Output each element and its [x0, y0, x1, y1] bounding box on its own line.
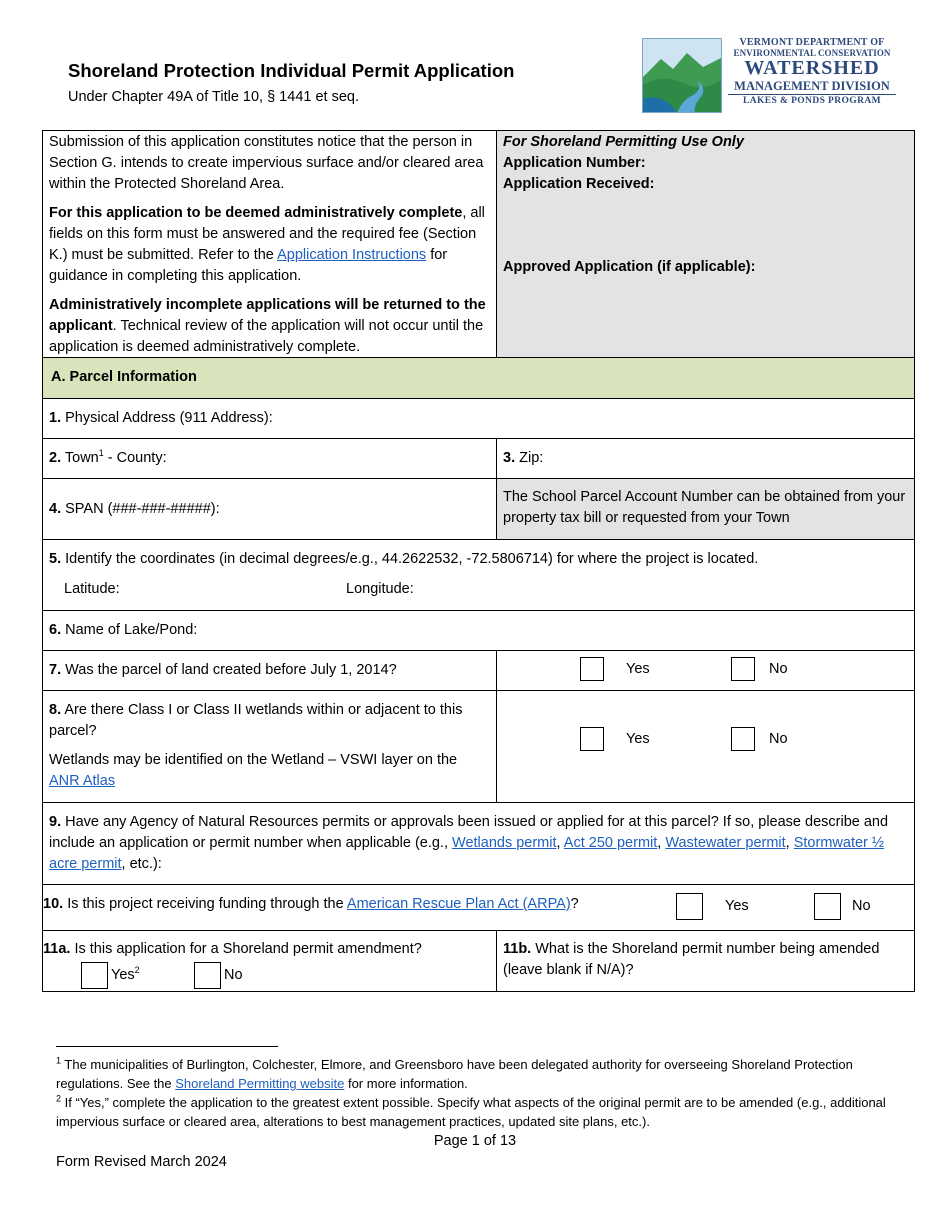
intro-text-2: , all fields on this form must be answered and the required fee (Section K.) must be submitted. Refer to the: [49, 205, 485, 263]
q9-sep-2: ,: [657, 835, 666, 851]
shoreland-permitting-website-link[interactable]: Shoreland Permitting website: [175, 1076, 345, 1091]
footnote-1: [56, 1055, 916, 1093]
question-6-row: [42, 611, 915, 651]
latitude-field[interactable]: Latitude:: [64, 581, 120, 597]
application-instructions-link[interactable]: Application Instructions: [277, 247, 427, 263]
q10-yes-checkbox[interactable]: [676, 893, 703, 920]
logo-line-1: VERMONT DEPARTMENT OF: [739, 37, 885, 48]
q11a-no-checkbox[interactable]: [194, 962, 221, 989]
q7-options: [497, 651, 914, 690]
q11b-number: 11b.: [503, 941, 532, 957]
q9-label: Have any Agency of Natural Resources permits or approvals been issued or applied for at this parcel? If so, please describe and include an application or permit number when applicable (e.g.,: [49, 814, 889, 851]
application-received-label: Application Received:: [503, 176, 655, 192]
q3-label: Zip:: [519, 450, 544, 466]
q7-label: Was the parcel of land created before July 1, 2014?: [65, 662, 397, 678]
span-note: The School Parcel Account Number can be obtained from your property tax bill or requested from your Town: [497, 479, 914, 539]
anr-permits-field[interactable]: [43, 803, 914, 884]
question-11-row: [42, 931, 915, 992]
q8-no-label: No: [769, 730, 788, 747]
office-use-box: [497, 131, 914, 357]
application-form: [42, 130, 915, 992]
q2-number: 2.: [49, 450, 62, 466]
section-a-header: [42, 358, 915, 399]
lake-landscape-icon: [642, 38, 722, 113]
q10-no-label: No: [852, 898, 871, 914]
footnote-1-end: for more information.: [344, 1076, 468, 1091]
question-7-row: [42, 651, 915, 691]
q11b-field[interactable]: [497, 931, 914, 991]
application-number-label: Application Number:: [503, 155, 646, 171]
q8-options: [497, 691, 914, 802]
page-title: Shoreland Protection Individual Permit Application: [68, 60, 515, 81]
question-1-row: [42, 399, 915, 439]
q5-label: Identify the coordinates (in decimal degrees/e.g., 44.2622532, -72.5806714) for where the project is located.: [65, 551, 759, 567]
logo-line-5: LAKES & PONDS PROGRAM: [728, 94, 896, 108]
q8-question: [43, 691, 497, 802]
q11b-label: What is the Shoreland permit number being amended (leave blank if N/A)?: [503, 941, 880, 978]
footnote-2-text: If “Yes,” complete the application to the greatest extent possible. Specify what aspects of the original permit are to be amended (e.g., additional impervious surface or cleared area, alterations to best management practices, updated site plans, etc.).: [56, 1095, 886, 1129]
q2-label-a: Town: [64, 450, 99, 466]
q4-label: SPAN (###-###-#####):: [65, 500, 220, 517]
q1-number: 1.: [49, 410, 62, 426]
q9-sep-1: ,: [556, 835, 564, 851]
q8-yes-label: Yes: [626, 730, 650, 747]
stormwater-permit-link[interactable]: Stormwater ½ acre permit: [49, 835, 884, 872]
arpa-link[interactable]: American Rescue Plan Act (ARPA): [346, 896, 571, 912]
intro-paragraph-2: [49, 203, 490, 287]
q10-label: Is this project receiving funding through the: [67, 896, 347, 912]
q11a-yes-label: [111, 965, 140, 986]
arpa-question: [43, 885, 914, 930]
q7-no-label: No: [769, 660, 788, 677]
q8-no-checkbox[interactable]: [731, 727, 755, 751]
question-5-row: [42, 540, 915, 611]
q7-question: [43, 651, 497, 690]
q8-label: Are there Class I or Class II wetlands within or adjacent to this parcel?: [49, 702, 463, 739]
q1-label: Physical Address (911 Address):: [65, 410, 273, 426]
q11a-number: 11a.: [43, 941, 71, 957]
q2-label-b: - County:: [103, 450, 167, 466]
physical-address-field[interactable]: [43, 399, 914, 438]
watershed-logo: [642, 38, 896, 114]
logo-line-3: WATERSHED: [744, 57, 880, 79]
intro-bold-3: Administratively incomplete applications will be returned to the applicant: [49, 297, 486, 334]
footnote-2-number: 2: [56, 1093, 62, 1104]
q10-end: ?: [570, 896, 579, 912]
intro-bold-2: For this application to be deemed administratively complete: [49, 205, 463, 221]
page-number: Page 1 of 13: [433, 1133, 517, 1149]
intro-paragraph-3: [49, 295, 490, 358]
q9-number: 9.: [49, 814, 62, 830]
footnote-1-number: 1: [56, 1055, 62, 1066]
q8-note: Wetlands may be identified on the Wetland – VSWI layer on the: [49, 752, 458, 768]
q5-number: 5.: [49, 551, 62, 567]
q7-no-checkbox[interactable]: [731, 657, 755, 681]
q6-label: Name of Lake/Pond:: [65, 622, 198, 638]
approved-application-label: Approved Application (if applicable):: [503, 259, 756, 275]
act-250-permit-link[interactable]: Act 250 permit: [563, 835, 658, 851]
footnote-divider: [56, 1046, 278, 1047]
q11a-label: Is this application for a Shoreland permit amendment?: [74, 941, 422, 957]
office-use-heading: For Shoreland Permitting Use Only: [503, 134, 744, 150]
footnote-ref-2: 2: [134, 965, 140, 976]
lake-pond-name-field[interactable]: [43, 611, 914, 650]
zip-field[interactable]: [497, 439, 914, 478]
q9-sep-3: ,: [785, 835, 794, 851]
footnote-ref-1: 1: [98, 448, 104, 459]
q11a-yes-checkbox[interactable]: [81, 962, 108, 989]
section-a-title: A. Parcel Information: [51, 369, 197, 385]
wastewater-permit-link[interactable]: Wastewater permit: [665, 835, 786, 851]
footnote-1-text: The municipalities of Burlington, Colchester, Elmore, and Greensboro have been delegated authority for overseeing Shoreland Protection regulations. See the: [56, 1057, 853, 1091]
q6-number: 6.: [49, 622, 62, 638]
question-9-row: [42, 803, 915, 885]
q8-yes-checkbox[interactable]: [580, 727, 604, 751]
q7-yes-checkbox[interactable]: [580, 657, 604, 681]
logo-line-4: MANAGEMENT DIVISION: [734, 79, 890, 93]
question-8-row: [42, 691, 915, 803]
q4-number: 4.: [49, 500, 62, 517]
q11a-yes-text: Yes: [111, 967, 135, 983]
intro-text-2-end: for guidance in completing this application.: [49, 247, 448, 284]
coordinates-field: [43, 540, 914, 610]
question-10-row: [42, 885, 915, 931]
q7-yes-label: Yes: [626, 660, 650, 677]
anr-atlas-link[interactable]: ANR Atlas: [49, 773, 116, 789]
q11a-question: [43, 931, 497, 991]
logo-line-2: ENVIRONMENTAL CONSERVATION: [733, 48, 891, 58]
intro-row: [42, 130, 915, 358]
form-revision-date: Form Revised March 2024: [56, 1154, 227, 1170]
q10-no-checkbox[interactable]: [814, 893, 841, 920]
q9-end: , etc.):: [121, 856, 162, 872]
question-4-row: [42, 479, 915, 540]
town-county-field[interactable]: [43, 439, 497, 478]
page-subtitle: Under Chapter 49A of Title 10, § 1441 et seq.: [68, 89, 359, 105]
q10-number: 10.: [43, 896, 64, 912]
wetlands-permit-link[interactable]: Wetlands permit: [452, 835, 557, 851]
longitude-field[interactable]: Longitude:: [346, 581, 414, 597]
question-2-3-row: [42, 439, 915, 479]
intro-text: [43, 131, 497, 357]
footnote-2: [56, 1093, 916, 1131]
q11a-no-label: No: [224, 967, 243, 983]
intro-text-3: . Technical review of the application will not occur until the application is deemed administratively complete.: [49, 318, 484, 355]
intro-paragraph-1: Submission of this application constitutes notice that the person in Section G. intends to create impervious surface and/or cleared area within the Protected Shoreland Area.: [49, 134, 484, 192]
span-field[interactable]: [43, 479, 497, 539]
q8-number: 8.: [49, 702, 62, 718]
q3-number: 3.: [503, 450, 516, 466]
q7-number: 7.: [49, 662, 62, 678]
q10-yes-label: Yes: [725, 898, 749, 914]
